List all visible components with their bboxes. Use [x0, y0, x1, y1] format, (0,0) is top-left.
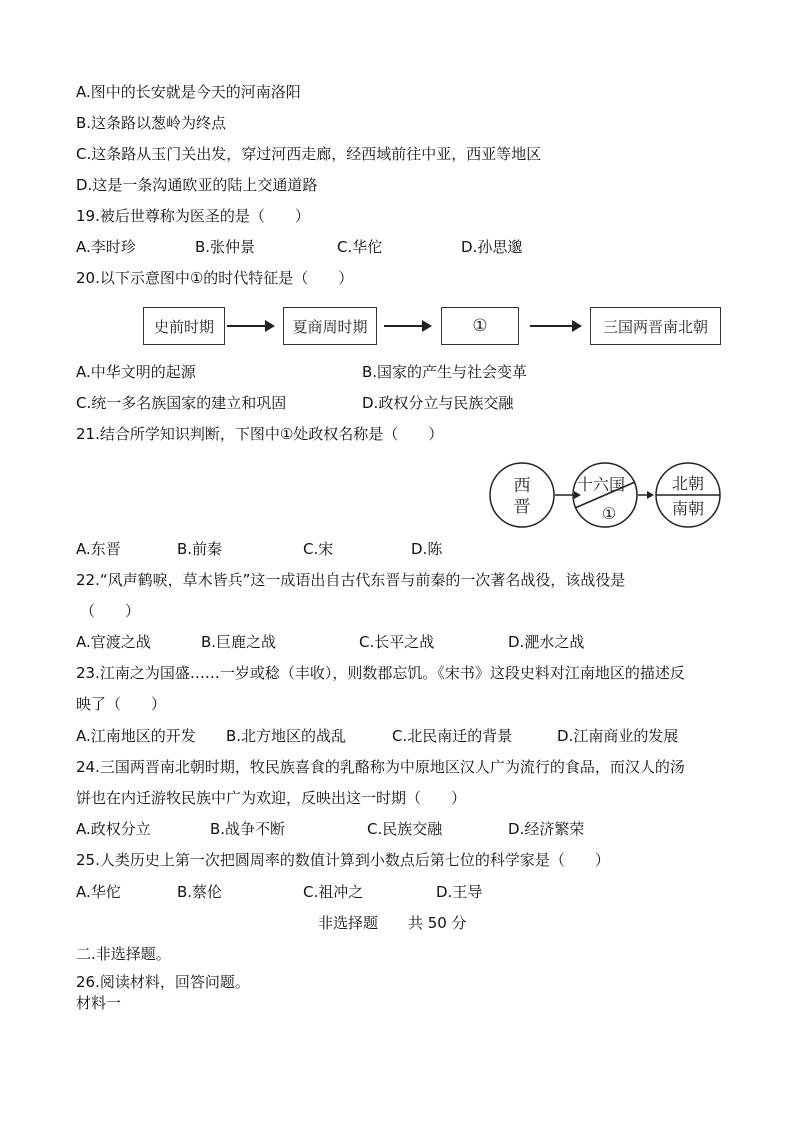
- q25-option-b: B.蔡伦: [177, 883, 223, 901]
- q22-option-c: C.长平之战: [359, 633, 435, 651]
- q24-stem-line1: 24.三国两晋南北朝时期，牧民族喜食的乳酪称为中原地区汉人广为流行的食品，而汉人的汤: [76, 758, 685, 776]
- q20-option-d: D.政权分立与民族交融: [362, 394, 514, 412]
- circle-sixteen-kingdoms-top: 十六国: [576, 475, 626, 494]
- circle-south-dynasty: 南朝: [671, 499, 705, 518]
- q22-option-a: A.官渡之战: [76, 633, 151, 651]
- q18-option-d: D.这是一条沟通欧亚的陆上交通道路: [76, 176, 318, 194]
- q23-option-a: A.江南地区的开发: [76, 727, 196, 745]
- flow-box-three-kingdoms: 三国两晋南北朝: [590, 307, 721, 345]
- connector-2-arrowhead: [647, 491, 654, 499]
- q25-stem: 25.人类历史上第一次把圆周率的数值计算到小数点后第七位的科学家是（ ）: [76, 851, 610, 869]
- q22-stem-line2: （ ）: [80, 602, 141, 620]
- q20-option-c: C.统一多名族国家的建立和巩固: [76, 394, 287, 412]
- flow-box-prehistoric: 史前时期: [143, 307, 225, 345]
- circle-west-jin-top: 西: [513, 476, 531, 496]
- q18-option-a: A.图中的长安就是今天的河南洛阳: [76, 83, 301, 101]
- flow-box-blank: ①: [441, 307, 519, 345]
- flow-arrow-2: [384, 325, 430, 327]
- q21-stem: 21.结合所学知识判断，下图中①处政权名称是（ ）: [76, 425, 444, 443]
- q18-option-c: C.这条路从玉门关出发，穿过河西走廊，经西域前往中亚，西亚等地区: [76, 145, 542, 163]
- q21-circle-diagram: [488, 460, 728, 530]
- q20-option-b: B.国家的产生与社会变革: [362, 363, 528, 381]
- q19-option-b: B.张仲景: [195, 238, 256, 256]
- q25-option-a: A.华佗: [76, 883, 121, 901]
- q21-option-d: D.陈: [411, 540, 443, 558]
- q24-option-a: A.政权分立: [76, 820, 151, 838]
- q23-stem-line2: 映了（ ）: [76, 695, 167, 713]
- q19-option-d: D.孙思邈: [461, 238, 523, 256]
- q25-option-d: D.王导: [436, 883, 483, 901]
- circle-west-jin-bottom: 晋: [513, 497, 531, 517]
- q22-option-b: B.巨鹿之战: [201, 633, 277, 651]
- q24-option-d: D.经济繁荣: [508, 820, 585, 838]
- q21-option-b: B.前秦: [177, 540, 223, 558]
- q23-option-d: D.江南商业的发展: [557, 727, 679, 745]
- q18-option-b: B.这条路以葱岭为终点: [76, 114, 227, 132]
- section-title: 二.非选择题。: [76, 945, 171, 963]
- flow-arrow-3: [530, 325, 580, 327]
- q19-option-a: A.李时珍: [76, 238, 136, 256]
- flow-box-xia-shang-zhou: 夏商周时期: [283, 307, 377, 345]
- q24-stem-line2: 饼也在内迁游牧民族中广为欢迎，反映出这一时期（ ）: [76, 789, 467, 807]
- q21-option-c: C.宋: [303, 540, 334, 558]
- q22-stem-line1: 22.“风声鹤唳，草木皆兵”这一成语出自古代东晋与前秦的一次著名战役，该战役是: [76, 571, 626, 589]
- q26-stem: 26.阅读材料，回答问题。: [76, 973, 250, 991]
- q24-option-c: C.民族交融: [367, 820, 443, 838]
- q26-material1-label: 材料一: [76, 994, 122, 1012]
- q22-option-d: D.淝水之战: [508, 633, 585, 651]
- q23-stem-line1: 23.江南之为国盛……一岁或稔（丰收），则数郡忘饥。《宋书》这段史料对江南地区的描述反: [76, 664, 685, 682]
- circle-sixteen-kingdoms-blank: ①: [601, 504, 617, 523]
- q23-option-b: B.北方地区的战乱: [226, 727, 347, 745]
- q20-stem: 20.以下示意图中①的时代特征是（ ）: [76, 269, 354, 287]
- q21-option-a: A.东晋: [76, 540, 121, 558]
- q20-option-a: A.中华文明的起源: [76, 363, 196, 381]
- q23-option-c: C.北民南迁的背景: [392, 727, 513, 745]
- circle-north-dynasty: 北朝: [671, 474, 705, 493]
- section-header: 非选择题 共 50 分: [318, 914, 467, 932]
- q19-stem: 19.被后世尊称为医圣的是（ ）: [76, 207, 310, 225]
- q19-option-c: C.华佗: [337, 238, 383, 256]
- flow-arrow-1: [227, 325, 273, 327]
- q25-option-c: C.祖冲之: [303, 883, 364, 901]
- q24-option-b: B.战争不断: [210, 820, 286, 838]
